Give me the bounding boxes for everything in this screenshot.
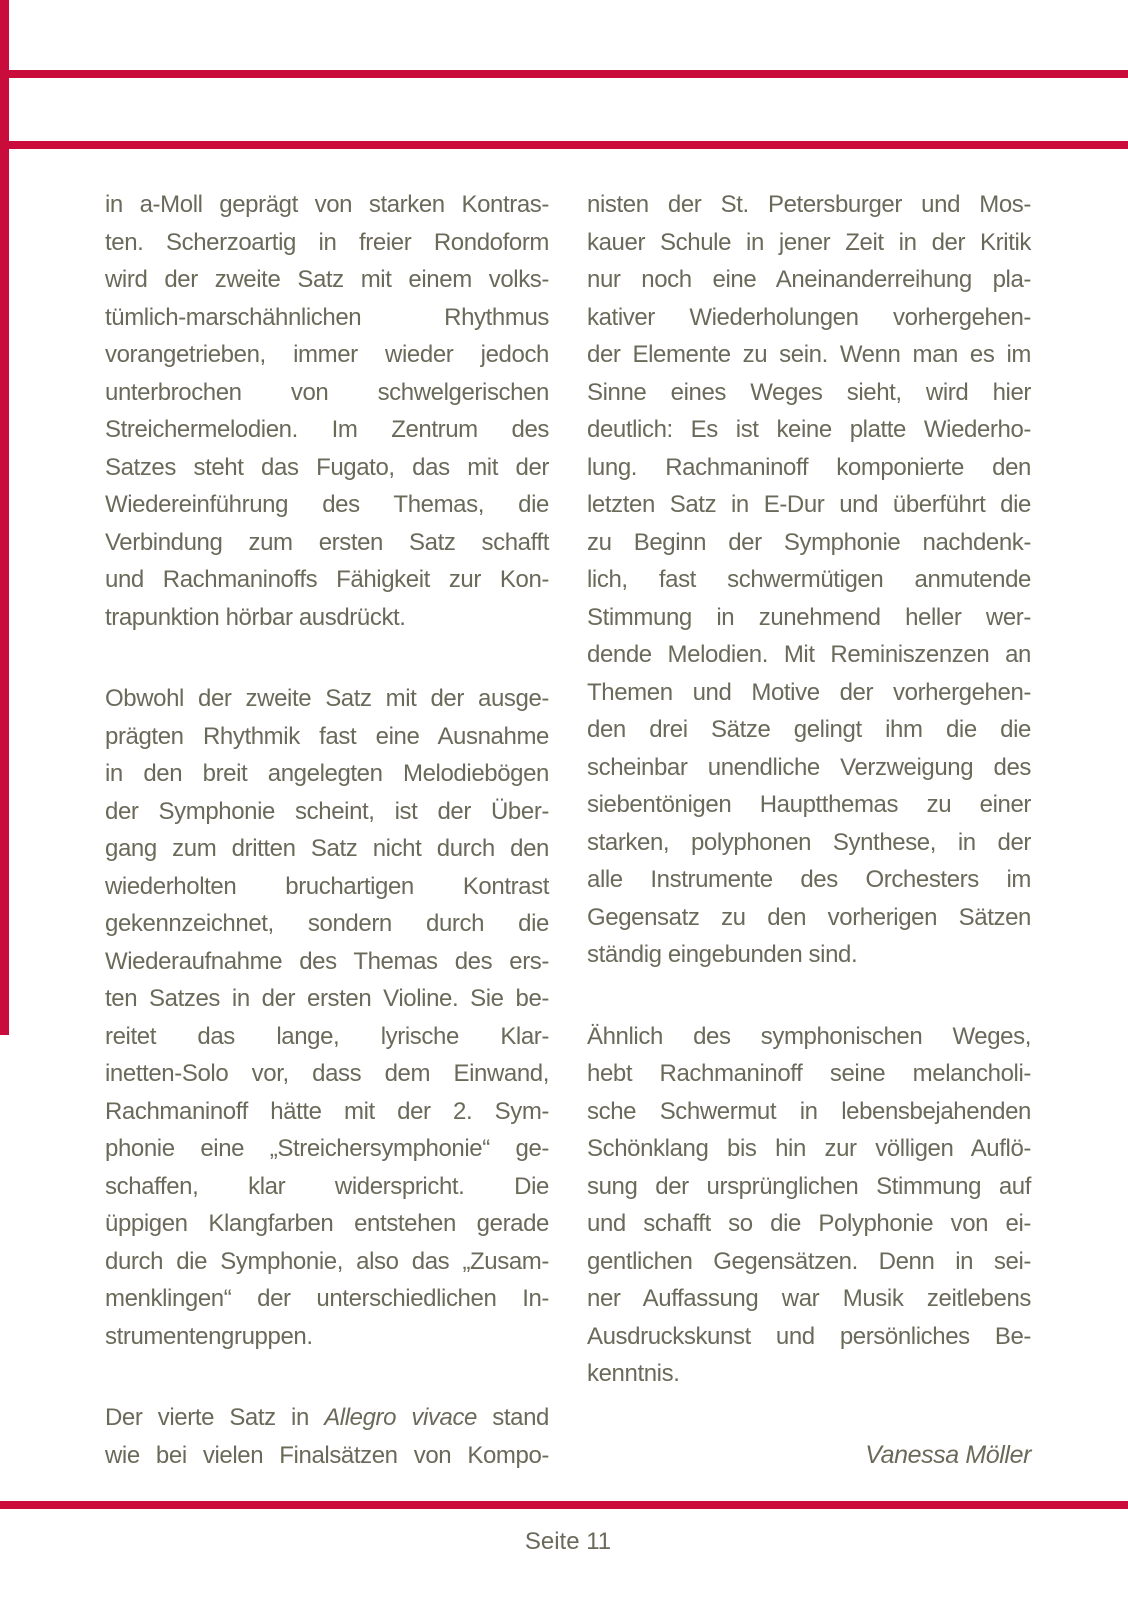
right-column-text: [587, 186, 1031, 1393]
text-line: Stimmung in zunehmend heller wer-: [587, 603, 1031, 631]
text-line: durch die Symphonie, also das „Zusam-: [105, 1247, 549, 1275]
text-line: und Rachmaninoffs Fähigkeit zur Kon-: [105, 566, 549, 593]
paragraph: [105, 1399, 549, 1474]
text-line: nur noch eine Aneinanderreihung pla-: [587, 266, 1031, 293]
left-column-text: [105, 186, 549, 1474]
text-line: Sinne eines Weges sieht, wird hier: [587, 378, 1031, 406]
text-line: wie bei vielen Finalsätzen von Kompo-: [105, 1441, 549, 1469]
text-line: Gegensatz zu den vorherigen Sätzen: [587, 903, 1031, 931]
text-line: wird der zweite Satz mit einem volks-: [105, 266, 549, 293]
text-line: der Elemente zu sein. Wenn man es im: [587, 341, 1031, 368]
text-line: gekennzeichnet, sondern durch die: [105, 910, 549, 937]
text-line: üppigen Klangfarben entstehen gerade: [105, 1210, 549, 1237]
text-line: [105, 1399, 549, 1437]
text-line: gentlichen Gegensätzen. Denn in sei-: [587, 1247, 1031, 1275]
text-line: Streichermelodien. Im Zentrum des: [105, 416, 549, 443]
text-line: kativer Wiederholungen vorhergehen-: [587, 303, 1031, 331]
paragraph: [587, 186, 1031, 974]
text-line: reitet das lange, lyrische Klar-: [105, 1022, 549, 1050]
text-line: scheinbar unendliche Verzweigung des: [587, 753, 1031, 781]
bottom-rule: [0, 1501, 1128, 1509]
text-line: letzten Satz in E-Dur und überführt die: [587, 491, 1031, 518]
text-line: ten. Scherzoartig in freier Rondoform: [105, 228, 549, 256]
text-line: Wiederaufnahme des Themas des ers-: [105, 947, 549, 975]
text-line: Schönklang bis hin zur völligen Auflö-: [587, 1135, 1031, 1162]
text-line: kauer Schule in jener Zeit in der Kritik: [587, 228, 1031, 256]
left-column: [105, 186, 549, 1474]
paragraph: [105, 186, 549, 636]
text-line: Satzes steht das Fugato, das mit der: [105, 453, 549, 481]
text-line: Obwohl der zweite Satz mit der ausge-: [105, 685, 549, 712]
page-number: Seite 11: [524, 1528, 612, 1555]
top-rule-lower: [0, 141, 1128, 149]
byline: Vanessa Möller: [865, 1440, 1031, 1469]
text-line: und schafft so die Polyphonie von ei-: [587, 1210, 1031, 1237]
text-line: sung der ursprünglichen Stimmung auf: [587, 1172, 1031, 1200]
text-line: zu Beginn der Symphonie nachdenk-: [587, 528, 1031, 556]
text-line: strumentengruppen.: [105, 1322, 313, 1350]
text-line: ten Satzes in der ersten Violine. Sie be-: [105, 985, 549, 1012]
text-line: ner Auffassung war Musik zeitlebens: [587, 1285, 1031, 1312]
text-line: hebt Rachmaninoff seine melancholi-: [587, 1060, 1031, 1087]
text-line: Wiedereinführung des Themas, die: [105, 491, 549, 518]
text-line: vorangetrieben, immer wieder jedoch: [105, 341, 549, 368]
top-rule-upper: [0, 70, 1128, 78]
text-line: nisten der St. Petersburger und Mos-: [587, 191, 1031, 218]
text-line: wiederholten bruchartigen Kontrast: [105, 872, 549, 900]
text-line: menklingen“ der unterschiedlichen In-: [105, 1285, 549, 1312]
text-line: den drei Sätze gelingt ihm die die: [587, 716, 1031, 743]
text-line: Ähnlich des symphonischen Weges,: [587, 1022, 1031, 1050]
italic-text: Allegro vivace: [324, 1404, 478, 1431]
text-line: inetten-Solo vor, dass dem Einwand,: [105, 1060, 549, 1087]
text-line: gang zum dritten Satz nicht durch den: [105, 835, 549, 862]
text-line: siebentönigen Hauptthemas zu einer: [587, 791, 1031, 818]
text-line: trapunktion hörbar ausdrückt.: [105, 603, 406, 631]
text-line: Ausdruckskunst und persönliches Be-: [587, 1322, 1031, 1350]
text-line: in a-Moll geprägt von starken Kontras-: [105, 191, 549, 218]
text-line: dende Melodien. Mit Reminiszenzen an: [587, 641, 1031, 668]
text-line: lich, fast schwermütigen anmutende: [587, 566, 1031, 593]
right-column: [587, 186, 1031, 1474]
text-line: prägten Rhythmik fast eine Ausnahme: [105, 722, 549, 750]
text-line: sche Schwermut in lebensbejahenden: [587, 1097, 1031, 1125]
page-body: [105, 186, 1031, 1474]
text-line: Rachmaninoff hätte mit der 2. Sym-: [105, 1097, 549, 1125]
text-line: alle Instrumente des Orchesters im: [587, 866, 1031, 893]
text-line: phonie eine „Streichersymphonie“ ge-: [105, 1135, 549, 1162]
left-edge-accent-bar: [0, 0, 9, 1035]
text-segment: stand: [477, 1404, 550, 1431]
text-line: schaffen, klar widerspricht. Die: [105, 1172, 549, 1200]
text-line: ständig eingebunden sind.: [587, 941, 858, 968]
text-line: Themen und Motive der vorhergehen-: [587, 678, 1031, 706]
text-line: lung. Rachmaninoff komponierte den: [587, 453, 1031, 481]
text-line: der Symphonie scheint, ist der Über-: [105, 797, 549, 825]
paragraph: [587, 1018, 1031, 1393]
text-line: unterbrochen von schwelgerischen: [105, 378, 549, 406]
text-line: deutlich: Es ist keine platte Wiederho-: [587, 416, 1031, 443]
text-line: in den breit angelegten Melodiebögen: [105, 760, 549, 787]
text-line: Verbindung zum ersten Satz schafft: [105, 528, 549, 556]
text-line: kenntnis.: [587, 1360, 680, 1387]
text-segment: Der vierte Satz in: [105, 1404, 325, 1431]
paragraph: [105, 680, 549, 1355]
text-line: starken, polyphonen Synthese, in der: [587, 828, 1031, 856]
text-line: tümlich-marschähnlichen Rhythmus: [105, 303, 549, 331]
